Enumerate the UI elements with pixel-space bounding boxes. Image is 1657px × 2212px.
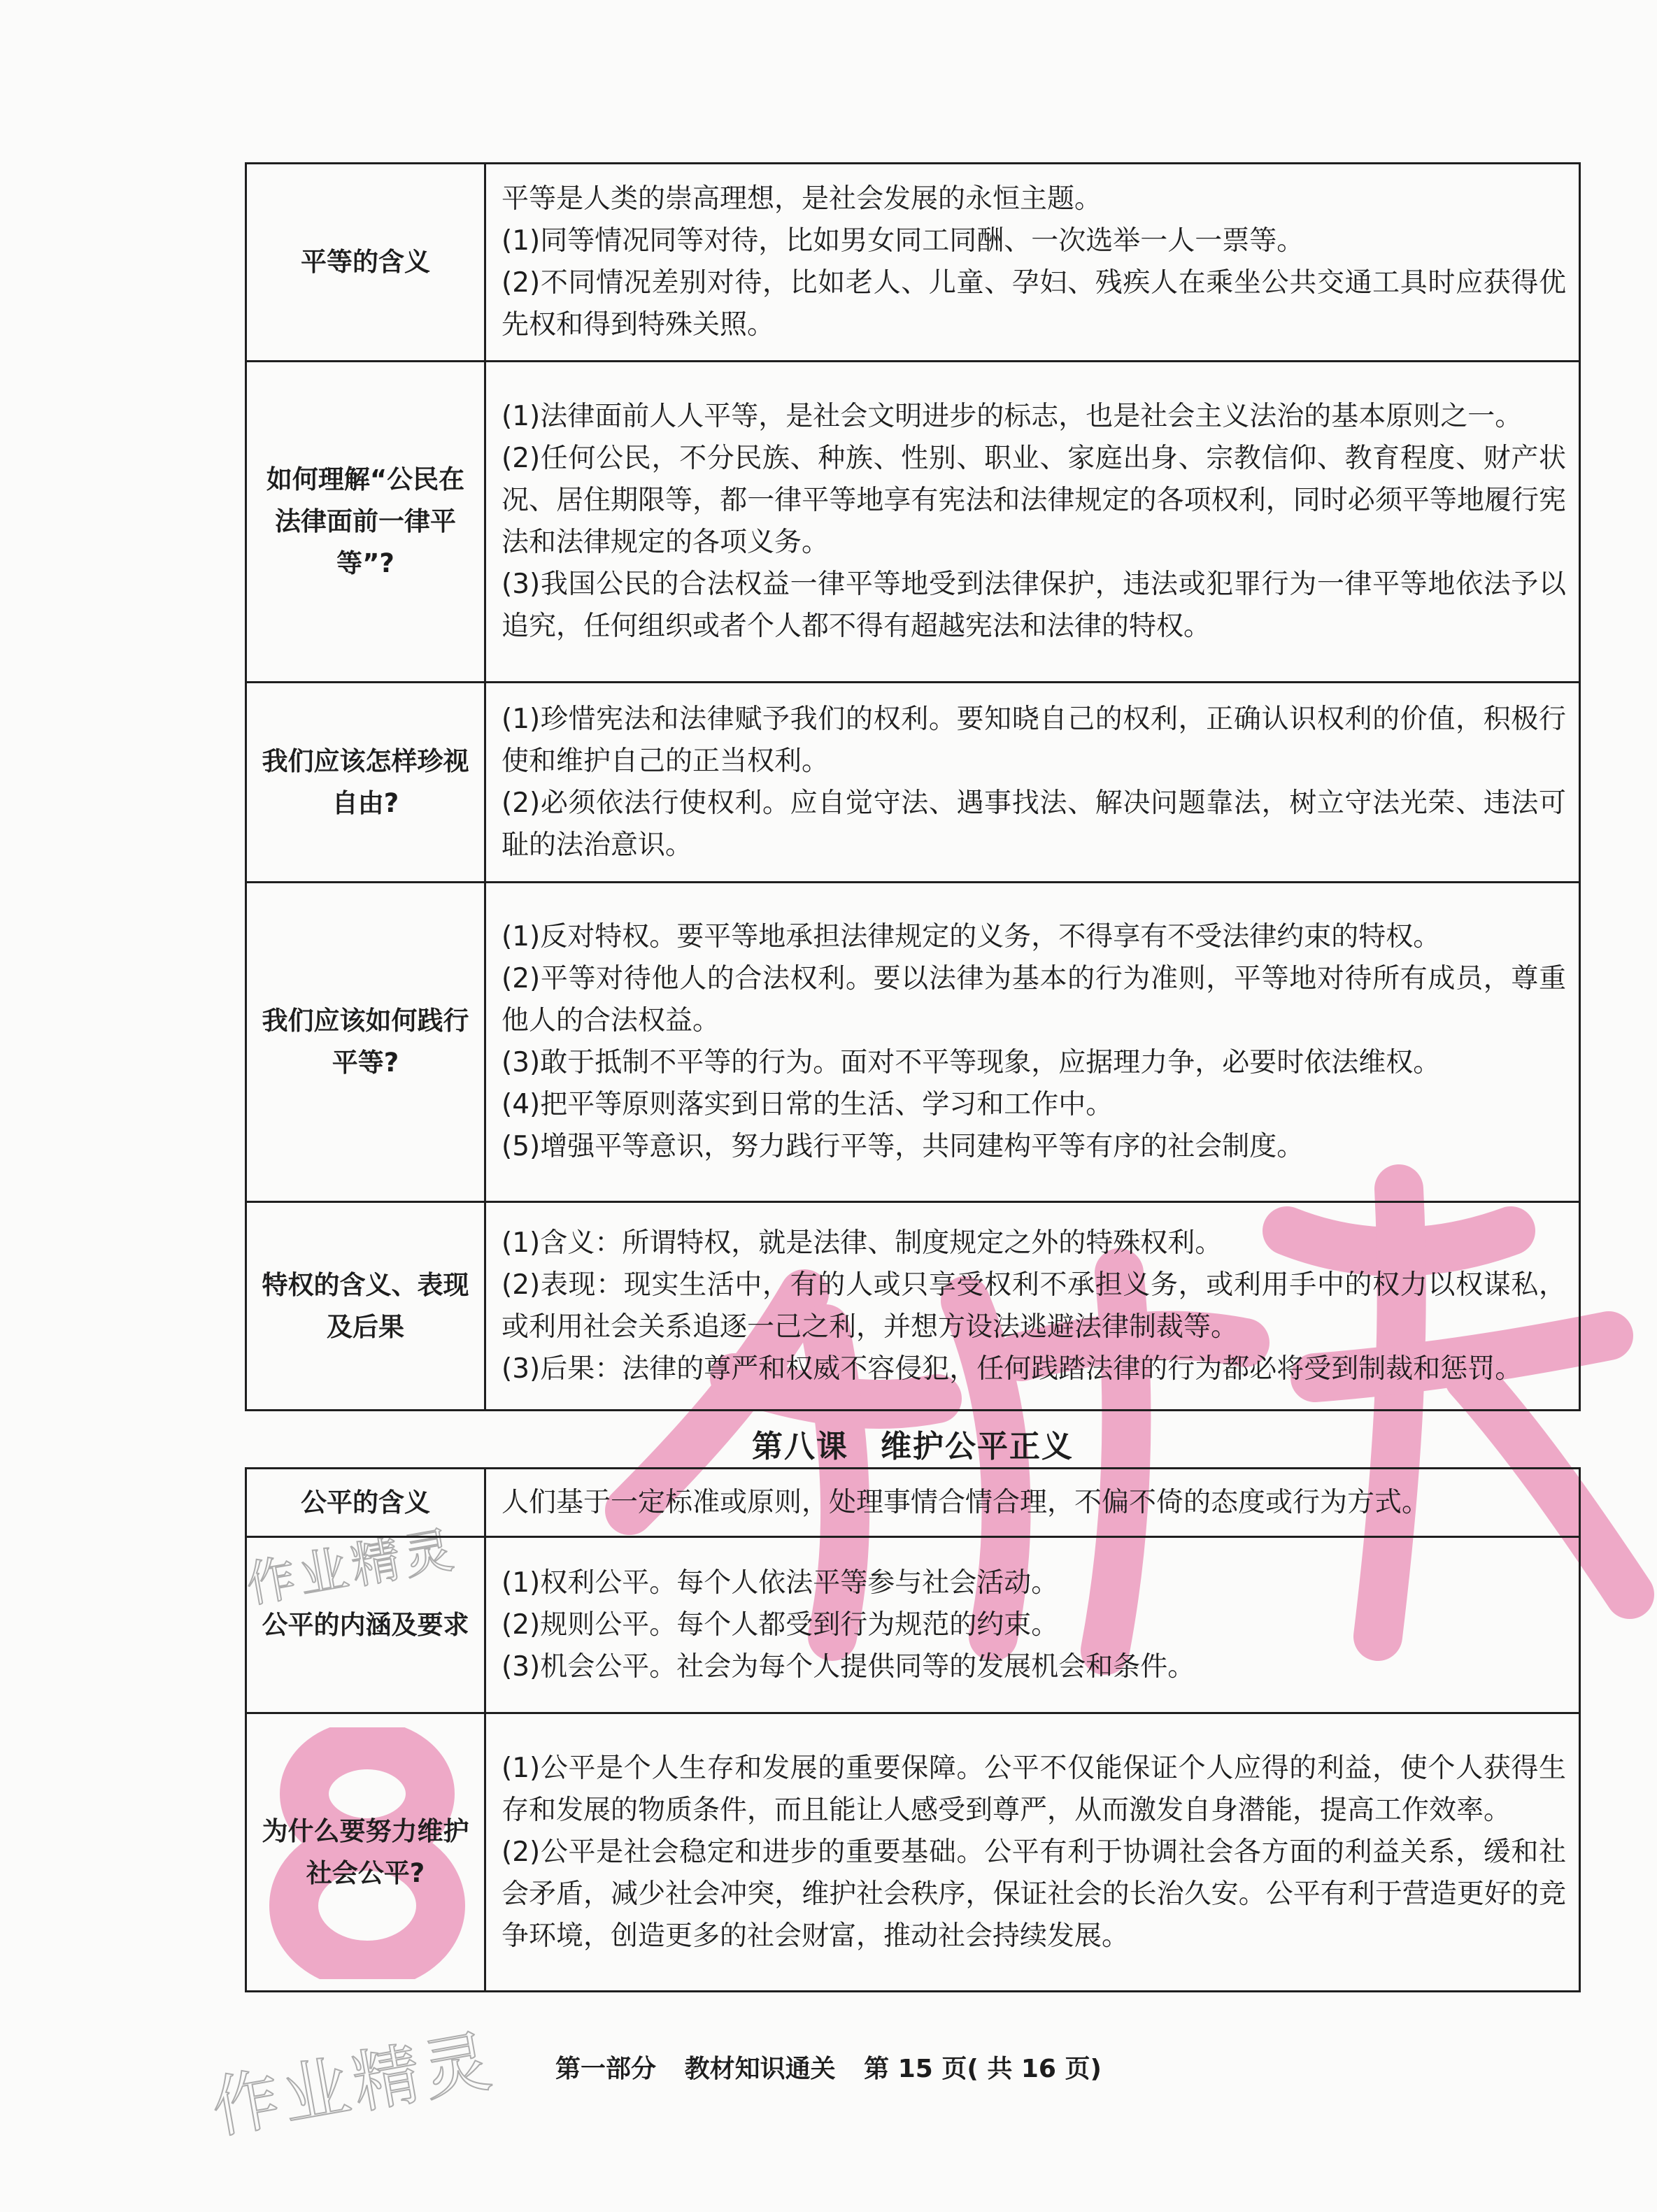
row-content — [485, 1537, 1580, 1713]
content-line: 平等是人类的崇高理想，是社会发展的永恒主题。 — [502, 183, 1102, 215]
content-line: (2)公平是社会稳定和进步的重要基础。公平有利于协调社会各方面的利益关系，缓和社会矛盾，减少社会冲突，维护社会秩序，保证社会的长治久安。公平有利于营造更好的竞争环境，创造更多的社会财富，推动社会持续发展。 — [502, 1836, 1566, 1952]
content-line: (1)权利公平。每个人依法平等参与社会活动。 — [502, 1567, 1059, 1599]
row-label: 如何理解“公民在法律面前一律平等”? — [246, 362, 485, 683]
content-line: (2)必须依法行使权利。应自觉守法、遇事找法、解决问题靠法，树立守法光荣、违法可耻的法治意识。 — [502, 787, 1566, 861]
row-content — [485, 683, 1580, 883]
content-line: (1)法律面前人人平等，是社会文明进步的标志，也是社会主义法治的基本原则之一。 — [502, 401, 1523, 432]
table-row — [246, 362, 1580, 683]
page-footer — [0, 2049, 1657, 2085]
row-content — [485, 1469, 1580, 1537]
content-line: (3)敢于抵制不平等的行为。面对不平等现象，应据理力争，必要时依法维权。 — [502, 1047, 1441, 1078]
content-line: (1)含义：所谓特权，就是法律、制度规定之外的特殊权利。 — [502, 1227, 1223, 1259]
row-label: 公平的含义 — [246, 1469, 485, 1537]
knowledge-table-1 — [245, 162, 1581, 1411]
row-content — [485, 362, 1580, 683]
footer-section: 教材知识通关 — [684, 2055, 836, 2083]
table-row — [246, 683, 1580, 883]
content-line: (2)任何公民，不分民族、种族、性别、职业、家庭出身、宗教信仰、教育程度、财产状况、居住期限等，都一律平等地享有宪法和法律规定的各项权利，同时必须平等地履行宪法和法律规定的各项义务。 — [502, 443, 1566, 558]
table-row — [246, 1537, 1580, 1713]
table-row — [246, 883, 1580, 1202]
row-content — [485, 164, 1580, 362]
footer-part: 第一部分 — [555, 2055, 657, 2083]
content-line: (3)机会公平。社会为每个人提供同等的发展机会和条件。 — [502, 1650, 1195, 1683]
section-title: 第八课 维护公平正义 — [752, 1429, 1074, 1464]
content-line: (2)表现：现实生活中，有的人或只享受权利不承担义务，或利用手中的权力以权谋私，或利用社会关系追逐一己之利，并想方设法逃避法律制裁等。 — [502, 1269, 1566, 1343]
content-line: (5)增强平等意识，努力践行平等，共同建构平等有序的社会制度。 — [502, 1131, 1304, 1162]
content-line: (2)平等对待他人的合法权利。要以法律为基本的行为准则，平等地对待所有成员，尊重他人的合法权益。 — [502, 963, 1566, 1036]
stamp-watermark: 作业精灵 — [242, 1520, 462, 1614]
content-line: (1)反对特权。要平等地承担法律规定的义务，不得享有不受法律约束的特权。 — [502, 921, 1441, 952]
row-label: 平等的含义 — [246, 164, 485, 362]
content-line: (2)规则公平。每个人都受到行为规范的约束。 — [502, 1608, 1059, 1641]
stamp-watermark: 作业精灵 — [206, 2021, 501, 2148]
row-content — [485, 1202, 1580, 1411]
row-label: 公平的内涵及要求 — [246, 1537, 485, 1713]
footer-page-number: 第 15 页( 共 16 页) — [864, 2055, 1102, 2083]
row-label: 我们应该如何践行平等? — [246, 883, 485, 1202]
table-row — [246, 164, 1580, 362]
content-line: (2)不同情况差别对待，比如老人、儿童、孕妇、残疾人在乘坐公共交通工具时应获得优先权和得到特殊关照。 — [502, 267, 1566, 341]
content-line: (3)后果：法律的尊严和权威不容侵犯，任何践踏法律的行为都必将受到制裁和惩罚。 — [502, 1353, 1523, 1385]
row-label: 特权的含义、表现及后果 — [246, 1202, 485, 1411]
content-line: 人们基于一定标准或原则，处理事情合情合理，不偏不倚的态度或行为方式。 — [502, 1486, 1430, 1518]
content-line: (1)公平是个人生存和发展的重要保障。公平不仅能保证个人应得的利益，使个人获得生存和发展的物质条件，而且能让人感受到尊严，从而激发自身潜能，提高工作效率。 — [502, 1752, 1566, 1826]
row-content — [485, 1713, 1580, 1992]
table-row — [246, 1202, 1580, 1411]
content-line: (1)珍惜宪法和法律赋予我们的权利。要知晓自己的权利，正确认识权利的价值，积极行使和维护自己的正当权利。 — [502, 703, 1566, 777]
table-row — [246, 1469, 1580, 1537]
row-content — [485, 883, 1580, 1202]
content-line: (1)同等情况同等对待，比如男女同工同酬、一次选举一人一票等。 — [502, 225, 1304, 257]
content-line: (3)我国公民的合法权益一律平等地受到法律保护，违法或犯罪行为一律平等地依法予以追究，任何组织或者个人都不得有超越宪法和法律的特权。 — [502, 569, 1566, 642]
row-label: 为什么要努力维护社会公平? — [246, 1713, 485, 1992]
content-line: (4)把平等原则落实到日常的生活、学习和工作中。 — [502, 1089, 1114, 1120]
table-row — [246, 1713, 1580, 1992]
row-label: 我们应该怎样珍视自由? — [246, 683, 485, 883]
knowledge-table-2 — [245, 1467, 1581, 1992]
